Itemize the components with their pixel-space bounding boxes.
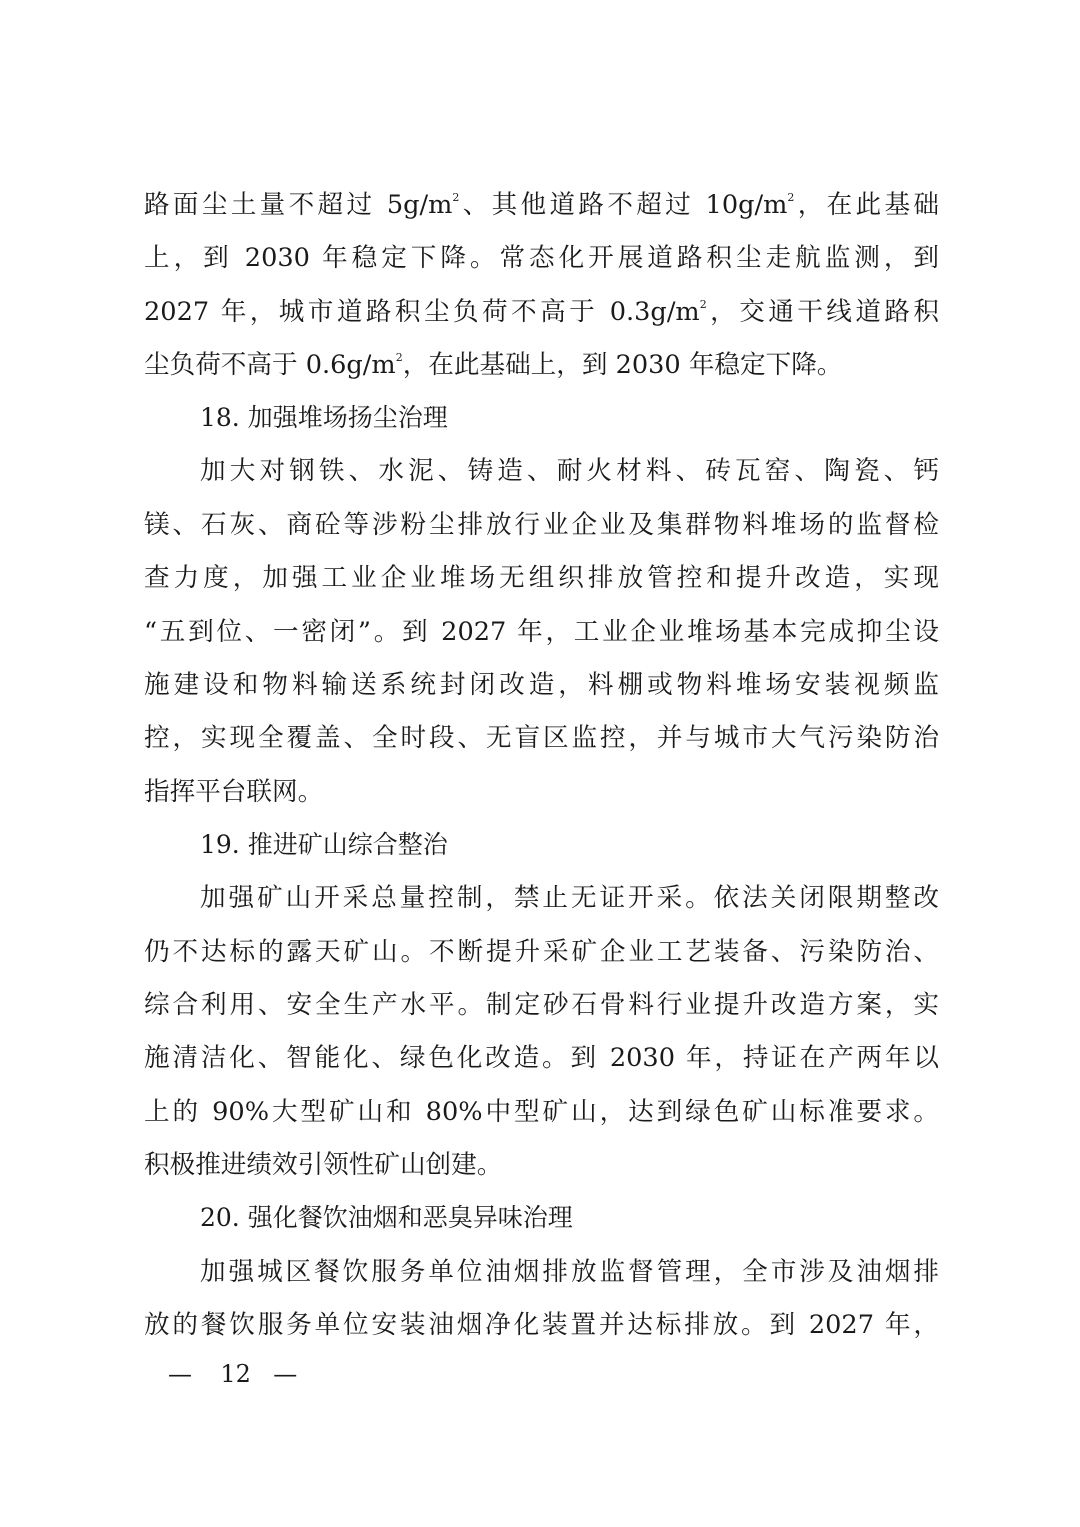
paragraph-line: 放的餐饮服务单位安装油烟净化装置并达标排放。到 2027 年，	[144, 1310, 939, 1340]
paragraph-line: 尘负荷不高于 $0.6g/m^2$，在此基础上，到 2030 年稳定下降。	[144, 350, 843, 380]
section-heading: 18. 加强堆场扬尘治理	[200, 403, 448, 432]
page-footer	[168, 1356, 303, 1392]
paragraph-line: 仍不达标的露天矿山。不断提升采矿企业工艺装备、污染防治、	[144, 937, 939, 967]
paragraph-line: 路面尘土量不超过 $5g/m^2$、其他道路不超过 $10g/m^2$，在此基础	[144, 190, 939, 220]
paragraph-line: 施清洁化、智能化、绿色化改造。到 2030 年，持证在产两年以	[144, 1043, 939, 1073]
footer-dash-right: —	[273, 1360, 298, 1388]
superscript: 2	[787, 191, 795, 204]
section-heading: 19. 推进矿山综合整治	[200, 830, 448, 859]
paragraph-line: 加强矿山开采总量控制，禁止无证开采。依法关闭限期整改	[200, 883, 939, 913]
paragraph-line: 综合利用、安全生产水平。制定砂石骨料行业提升改造方案，实	[144, 990, 939, 1020]
paragraph-line: 上的 90%大型矿山和 80%中型矿山，达到绿色矿山标准要求。	[144, 1097, 939, 1127]
paragraph-line: “五到位、一密闭”。到 2027 年，工业企业堆场基本完成抑尘设	[144, 617, 939, 647]
footer-dash-left: —	[168, 1360, 192, 1388]
paragraph-line: 加大对钢铁、水泥、铸造、耐火材料、砖瓦窑、陶瓷、钙	[200, 456, 939, 486]
paragraph-line: 查力度，加强工业企业堆场无组织排放管控和提升改造，实现	[144, 563, 939, 593]
paragraph-line: 施建设和物料输送系统封闭改造，料棚或物料堆场安装视频监	[144, 670, 939, 700]
paragraph-line: 指挥平台联网。	[144, 777, 324, 807]
paragraph-line: 控，实现全覆盖、全时段、无盲区监控，并与城市大气污染防治	[144, 723, 939, 753]
paragraph-line: 2027 年，城市道路积尘负荷不高于 $0.3g/m^2$，交通干线道路积	[144, 297, 939, 327]
paragraph-line: 加强城区餐饮服务单位油烟排放监督管理，全市涉及油烟排	[200, 1257, 939, 1287]
paragraph-line: 上，到 2030 年稳定下降。常态化开展道路积尘走航监测，到	[144, 243, 939, 273]
section-heading: 20. 强化餐饮油烟和恶臭异味治理	[200, 1203, 573, 1232]
paragraph-line: 镁、石灰、商砼等涉粉尘排放行业企业及集群物料堆场的监督检	[144, 510, 939, 540]
paragraph-line: 积极推进绩效引领性矿山创建。	[144, 1150, 503, 1180]
page-number: 12	[220, 1360, 251, 1388]
